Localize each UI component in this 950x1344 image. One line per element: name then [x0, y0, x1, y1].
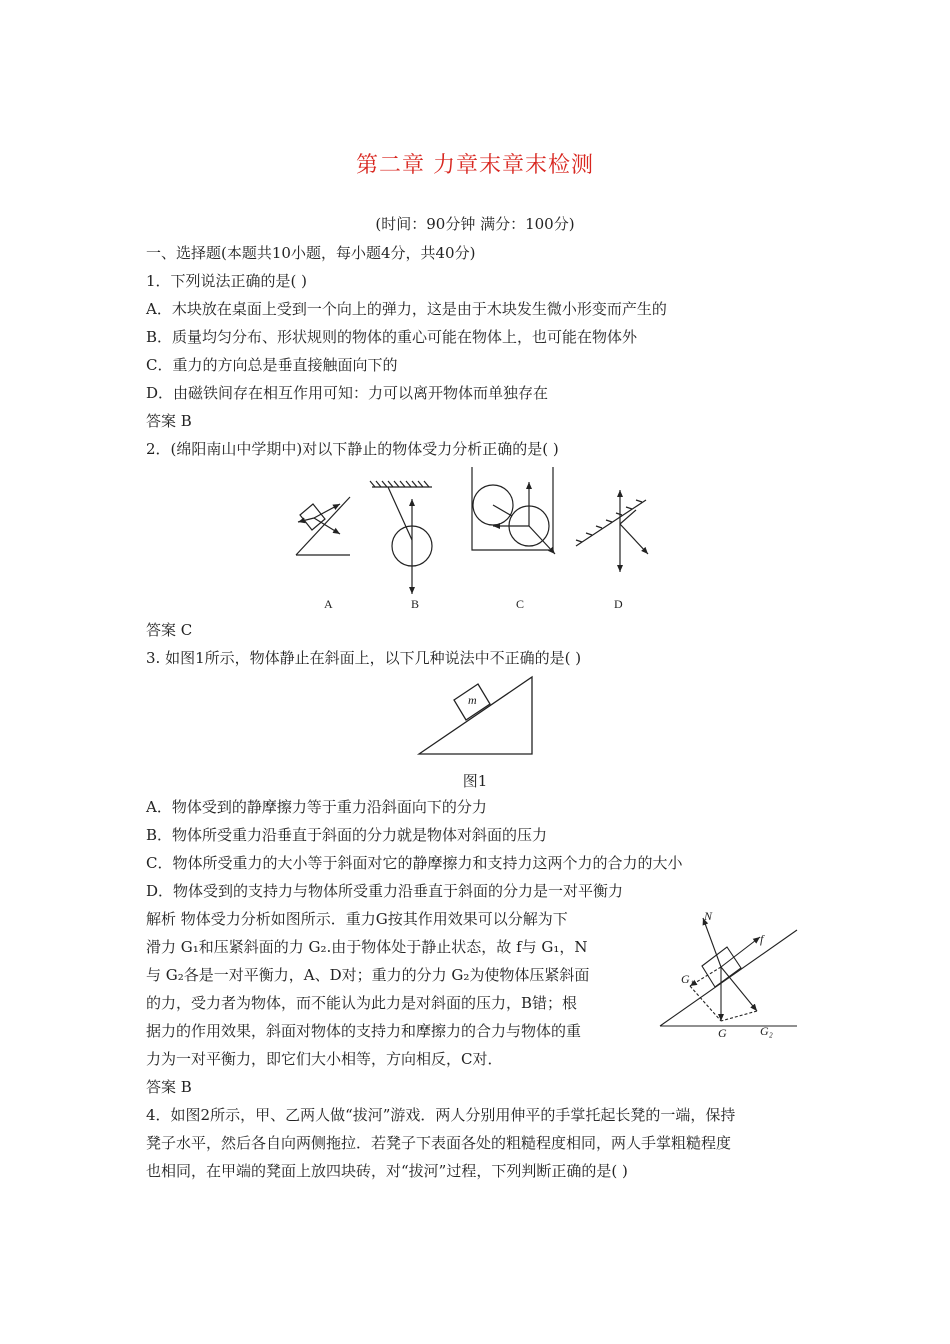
q2-stem: 2．(绵阳南山中学期中)对以下静止的物体受力分析正确的是( ) — [146, 440, 559, 458]
q4-stem-line: 也相同，在甲端的凳面上放四块砖，对“拔河”过程，下列判断正确的是( ) — [146, 1162, 628, 1180]
q2-label-a: A — [324, 597, 333, 611]
q3-analysis-line: 力为一对平衡力，即它们大小相等，方向相反，C对． — [146, 1050, 503, 1068]
q1-option-d: D．由磁铁间存在相互作用可知：力可以离开物体而单独存在 — [146, 384, 549, 402]
q2-figure — [280, 462, 660, 612]
force-label-g1: G₁ — [681, 972, 694, 986]
q2-label-b: B — [411, 597, 420, 611]
q2-label-c: C — [516, 597, 525, 611]
force-label-g: G — [718, 1026, 727, 1040]
q3-analysis-line: 滑力 G₁和压紧斜面的力 G₂.由于物体处于静止状态，故 f与 G₁，N — [146, 938, 588, 956]
q3-option-b: B．物体所受重力沿垂直于斜面的分力就是物体对斜面的压力 — [146, 826, 548, 844]
q2-answer: 答案 C — [146, 621, 193, 639]
force-label-n: N — [704, 909, 713, 923]
q1-option-c: C．重力的方向总是垂直接触面向下的 — [146, 356, 398, 374]
q3-analysis-line: 的力，受力者为物体，而不能认为此力是对斜面的压力，B错；根 — [146, 994, 578, 1012]
q3-mass-label: m — [468, 693, 477, 707]
section-heading: 一、选择题(本题共10小题，每小题4分，共40分) — [146, 244, 476, 262]
q3-answer: 答案 B — [146, 1078, 192, 1096]
q3-stem: 3. 如图1所示，物体静止在斜面上，以下几种说法中不正确的是( ) — [146, 649, 582, 667]
q1-option-a: A．木块放在桌面上受到一个向上的弹力，这是由于木块发生微小形变而产生的 — [146, 300, 667, 318]
page-title: 第二章 力章末章末检测 — [356, 153, 594, 178]
q2-label-d: D — [614, 597, 623, 611]
force-label-f: f — [760, 932, 764, 946]
exam-info: (时间：90分钟 满分：100分) — [375, 215, 575, 233]
q1-stem: 1．下列说法正确的是( ) — [146, 272, 308, 290]
q4-stem-line: 4．如图2所示，甲、乙两人做“拔河”游戏．两人分别用伸平的手掌托起长凳的一端，保持 — [146, 1106, 736, 1124]
diagram-d — [576, 490, 648, 572]
q3-figure — [416, 672, 536, 762]
q3-option-a: A．物体受到的静摩擦力等于重力沿斜面向下的分力 — [146, 798, 487, 816]
diagram-b — [370, 481, 432, 594]
q3-force-diagram — [655, 903, 805, 1033]
q3-option-c: C．物体所受重力的大小等于斜面对它的静摩擦力和支持力这两个力的合力的大小 — [146, 854, 683, 872]
diagram-a — [296, 497, 350, 555]
q3-analysis-line: 解析 物体受力分析如图所示．重力G按其作用效果可以分解为下 — [146, 910, 568, 928]
q3-option-d: D．物体受到的支持力与物体所受重力沿垂直于斜面的分力是一对平衡力 — [146, 882, 624, 900]
q3-analysis-line: 据力的作用效果，斜面对物体的支持力和摩擦力的合力与物体的重 — [146, 1022, 582, 1040]
q4-stem-line: 凳子水平，然后各自向两侧拖拉．若凳子下表面各处的粗糙程度相同，两人手掌粗糙程度 — [146, 1134, 732, 1152]
q1-option-b: B．质量均匀分布、形状规则的物体的重心可能在物体上，也可能在物体外 — [146, 328, 638, 346]
force-label-g2: G₂ — [760, 1024, 773, 1038]
q1-answer: 答案 B — [146, 412, 192, 430]
q3-caption: 图1 — [462, 772, 488, 790]
diagram-c — [472, 467, 555, 554]
q3-analysis-line: 与 G₂各是一对平衡力，A、D对；重力的分力 G₂为使物体压紧斜面 — [146, 966, 590, 984]
